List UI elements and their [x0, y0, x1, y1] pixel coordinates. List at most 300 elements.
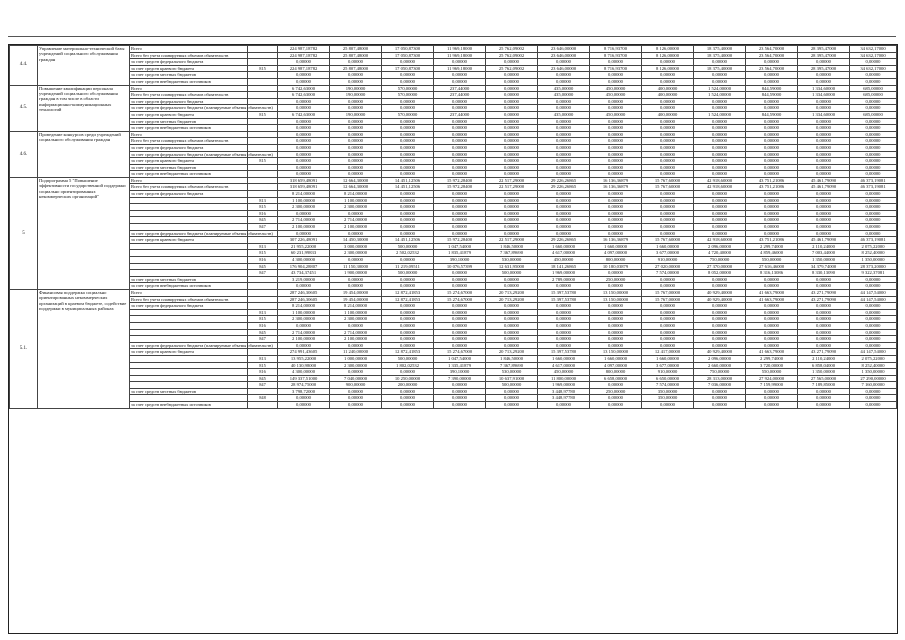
- amount-cell: 0,00000: [278, 125, 330, 132]
- amount-cell: 12 872,41853: [382, 349, 434, 356]
- amount-cell: 0,00000: [538, 118, 590, 125]
- funding-source: Всего без учета планируемых объемов обязательств: [130, 184, 248, 191]
- amount-cell: 0,00000: [590, 283, 642, 290]
- amount-cell: 4 097,00000: [590, 250, 642, 257]
- table-row: [10, 78, 897, 85]
- amount-cell: 1 100,00000: [330, 309, 382, 316]
- table-row: [10, 72, 897, 79]
- amount-cell: 0,00000: [486, 210, 538, 217]
- budget-table-sheet: [8, 44, 898, 634]
- table-row: [10, 276, 897, 283]
- table-row: [10, 369, 897, 376]
- budget-code: [248, 191, 278, 198]
- amount-cell: 23 564,70000: [746, 65, 798, 72]
- amount-cell: 0,00000: [642, 342, 694, 349]
- amount-cell: 0,00000: [382, 151, 434, 158]
- budget-code: [248, 177, 278, 184]
- amount-cell: 0,00000: [746, 197, 798, 204]
- amount-cell: 1 350,00000: [798, 257, 850, 264]
- amount-cell: 350,00000: [642, 388, 694, 395]
- budget-code: [248, 92, 278, 99]
- amount-cell: 13 150,00000: [590, 289, 642, 296]
- amount-cell: 0,00000: [642, 191, 694, 198]
- amount-cell: 7 574,00000: [642, 270, 694, 277]
- amount-cell: 16 136,36879: [590, 177, 642, 184]
- funding-source: за счет средств местных бюджетов: [130, 72, 248, 79]
- section-number: 5: [10, 177, 38, 289]
- amount-cell: 0,00000: [382, 138, 434, 145]
- amount-cell: 0,00000: [486, 191, 538, 198]
- amount-cell: 274 991,43605: [278, 349, 330, 356]
- amount-cell: 0,00000: [746, 329, 798, 336]
- amount-cell: 0,00000: [590, 224, 642, 231]
- amount-cell: 0,00000: [434, 329, 486, 336]
- amount-cell: 0,00000: [694, 125, 746, 132]
- amount-cell: 15 767,60000: [642, 184, 694, 191]
- amount-cell: 0,00000: [590, 309, 642, 316]
- amount-cell: 2 096,00000: [694, 355, 746, 362]
- amount-cell: 13 150,00000: [590, 349, 642, 356]
- amount-cell: 2 300,00000: [330, 250, 382, 257]
- amount-cell: 190,00000: [330, 111, 382, 118]
- funding-source: за счет средств федерального бюджета (планируемые объемы обязательств): [131, 230, 273, 236]
- amount-cell: 0,00000: [330, 342, 382, 349]
- table-row: [10, 111, 897, 118]
- budget-code: 816: [248, 210, 278, 217]
- amount-cell: 0,00000: [382, 72, 434, 79]
- amount-cell: 237,44000: [434, 111, 486, 118]
- amount-cell: 0,00000: [538, 105, 590, 112]
- amount-cell: 0,00000: [382, 369, 434, 376]
- amount-cell: 1 846,50000: [486, 243, 538, 250]
- amount-cell: 0,00000: [798, 164, 850, 171]
- amount-cell: 0,00000: [330, 283, 382, 290]
- table-row: [10, 382, 897, 389]
- amount-cell: 0,00000: [694, 329, 746, 336]
- amount-cell: 0,00000: [434, 197, 486, 204]
- amount-cell: 45 461,79090: [798, 177, 850, 184]
- funding-source: [130, 270, 248, 277]
- amount-cell: 2 789,00000: [538, 276, 590, 283]
- budget-code: [248, 131, 278, 138]
- amount-cell: 0,00000: [798, 151, 850, 158]
- amount-cell: 46 373,19081: [850, 237, 897, 244]
- amount-cell: 0,00000: [798, 118, 850, 125]
- amount-cell: 0,00000: [746, 217, 798, 224]
- amount-cell: 27 020,00000: [642, 263, 694, 270]
- table-row: [10, 270, 897, 277]
- amount-cell: 0,00000: [278, 164, 330, 171]
- funding-source: [130, 197, 248, 204]
- amount-cell: 1 969,00000: [538, 382, 590, 389]
- amount-cell: 2 110,24000: [798, 243, 850, 250]
- table-row: [10, 329, 897, 336]
- amount-cell: 0,00000: [694, 322, 746, 329]
- table-row: [10, 158, 897, 165]
- amount-cell: 0,00000: [850, 197, 897, 204]
- amount-cell: 0,00000: [486, 276, 538, 283]
- amount-cell: 0,00000: [694, 131, 746, 138]
- funding-source: Всего без учета планируемых объемов обязательств: [130, 296, 248, 303]
- amount-cell: 0,00000: [278, 283, 330, 290]
- amount-cell: 0,00000: [538, 138, 590, 145]
- amount-cell: 0,00000: [850, 395, 897, 402]
- amount-cell: 0,00000: [694, 309, 746, 316]
- amount-cell: 27 924,00000: [746, 375, 798, 382]
- amount-cell: 0,00000: [798, 309, 850, 316]
- amount-cell: 0,00000: [382, 197, 434, 204]
- amount-cell: 7 003,44000: [798, 250, 850, 257]
- amount-cell: 0,00000: [330, 322, 382, 329]
- amount-cell: 18 375,40000: [694, 52, 746, 59]
- amount-cell: 176 904,28807: [278, 263, 330, 270]
- amount-cell: 0,00000: [486, 224, 538, 231]
- amount-cell: 0,00000: [694, 158, 746, 165]
- table-row: [10, 105, 897, 112]
- budget-code: [248, 125, 278, 132]
- amount-cell: 25 807,48000: [330, 46, 382, 53]
- amount-cell: 0,00000: [590, 118, 642, 125]
- table-row: [10, 52, 897, 59]
- amount-cell: 0,00000: [694, 303, 746, 310]
- amount-cell: 0,00000: [486, 59, 538, 66]
- table-row: [10, 138, 897, 145]
- amount-cell: 8 252,40000: [850, 362, 897, 369]
- amount-cell: 19 454,00000: [330, 296, 382, 303]
- amount-cell: 0,00000: [590, 59, 642, 66]
- amount-cell: 0,00000: [434, 59, 486, 66]
- amount-cell: 19 454,00000: [330, 289, 382, 296]
- amount-cell: 0,00000: [330, 151, 382, 158]
- amount-cell: 1 100,00000: [278, 197, 330, 204]
- funding-source: [130, 210, 248, 217]
- amount-cell: 7 367,89690: [486, 250, 538, 257]
- amount-cell: 0,00000: [330, 158, 382, 165]
- budget-code: [248, 184, 278, 191]
- amount-cell: 0,00000: [330, 131, 382, 138]
- amount-cell: 3 219,00000: [278, 276, 330, 283]
- amount-cell: 40 130,98000: [278, 362, 330, 369]
- amount-cell: 8 716,93700: [590, 65, 642, 72]
- amount-cell: 0,00000: [278, 151, 330, 158]
- amount-cell: 0,00000: [850, 144, 897, 151]
- amount-cell: 0,00000: [486, 342, 538, 349]
- amount-cell: 0,00000: [746, 283, 798, 290]
- amount-cell: 8 252,40000: [850, 250, 897, 257]
- amount-cell: 0,00000: [278, 342, 330, 349]
- budget-code: 813: [248, 355, 278, 362]
- amount-cell: 0,00000: [642, 197, 694, 204]
- amount-cell: 0,00000: [330, 59, 382, 66]
- amount-cell: 0,00000: [434, 395, 486, 402]
- amount-cell: 0,00000: [746, 138, 798, 145]
- amount-cell: 2 300,00000: [330, 362, 382, 369]
- amount-cell: 0,00000: [590, 138, 642, 145]
- amount-cell: 1 660,00000: [590, 243, 642, 250]
- amount-cell: 12 872,41853: [382, 296, 434, 303]
- amount-cell: 800,00000: [590, 369, 642, 376]
- amount-cell: 22 517,29000: [486, 184, 538, 191]
- table-row: [10, 177, 897, 184]
- amount-cell: 0,00000: [278, 138, 330, 145]
- amount-cell: 0,00000: [486, 230, 538, 237]
- amount-cell: 10 180,03879: [590, 263, 642, 270]
- amount-cell: 0,00000: [798, 131, 850, 138]
- amount-cell: 0,00000: [694, 230, 746, 237]
- amount-cell: 0,00000: [642, 322, 694, 329]
- amount-cell: 0,00000: [642, 131, 694, 138]
- section-number: 5.1.: [10, 289, 38, 408]
- amount-cell: 400,00000: [642, 92, 694, 99]
- amount-cell: 0,00000: [798, 217, 850, 224]
- amount-cell: 550,00000: [746, 369, 798, 376]
- amount-cell: 0,00000: [382, 395, 434, 402]
- amount-cell: 43 734,37451: [278, 270, 330, 277]
- amount-cell: 500,00000: [382, 243, 434, 250]
- amount-cell: 0,00000: [642, 171, 694, 178]
- table-row: [10, 224, 897, 231]
- amount-cell: 3 798,72000: [278, 388, 330, 395]
- amount-cell: 0,00000: [434, 204, 486, 211]
- amount-cell: 0,00000: [694, 395, 746, 402]
- amount-cell: 0,00000: [642, 276, 694, 283]
- amount-cell: 12 872,41853: [382, 289, 434, 296]
- amount-cell: 2 660,00000: [694, 362, 746, 369]
- amount-cell: 0,00000: [538, 336, 590, 343]
- amount-cell: 11 150,30000: [330, 263, 382, 270]
- amount-cell: 0,00000: [538, 329, 590, 336]
- amount-cell: 0,00000: [850, 329, 897, 336]
- amount-cell: 2 100,00000: [278, 224, 330, 231]
- funding-source: [130, 382, 248, 389]
- amount-cell: 1 524,00000: [694, 111, 746, 118]
- amount-cell: 0,00000: [382, 388, 434, 395]
- amount-cell: 0,00000: [798, 230, 850, 237]
- amount-cell: 0,00000: [434, 144, 486, 151]
- amount-cell: 0,00000: [694, 98, 746, 105]
- amount-cell: 34 632,17000: [850, 65, 897, 72]
- budget-code: [248, 138, 278, 145]
- amount-cell: 0,00000: [486, 217, 538, 224]
- amount-cell: 0,00000: [382, 322, 434, 329]
- amount-cell: 0,00000: [746, 105, 798, 112]
- amount-cell: 0,00000: [850, 131, 897, 138]
- amount-cell: 0,00000: [486, 309, 538, 316]
- funding-source: за счет средств местных бюджетов: [130, 118, 248, 125]
- table-row: [10, 59, 897, 66]
- amount-cell: 0,00000: [486, 144, 538, 151]
- amount-cell: 910,00000: [642, 369, 694, 376]
- table-row: [10, 197, 897, 204]
- amount-cell: 0,00000: [382, 283, 434, 290]
- amount-cell: 0,00000: [382, 210, 434, 217]
- amount-cell: 0,00000: [330, 72, 382, 79]
- budget-code: 816: [248, 369, 278, 376]
- amount-cell: 0,00000: [642, 105, 694, 112]
- amount-cell: 0,00000: [850, 118, 897, 125]
- funding-source: за счет средств краевого бюджета: [130, 111, 248, 118]
- funding-source: [130, 250, 248, 257]
- amount-cell: 2 075,22000: [850, 243, 897, 250]
- amount-cell: 0,00000: [434, 230, 486, 237]
- amount-cell: 4 300,00000: [278, 369, 330, 376]
- amount-cell: 0,00000: [330, 230, 382, 237]
- amount-cell: 0,00000: [486, 395, 538, 402]
- amount-cell: 20 713,29200: [486, 349, 538, 356]
- budget-code: 815: [248, 204, 278, 211]
- amount-cell: 0,00000: [278, 171, 330, 178]
- budget-code: [248, 171, 278, 178]
- amount-cell: 0,00000: [642, 283, 694, 290]
- amount-cell: 1 334,60000: [798, 85, 850, 92]
- amount-cell: 0,00000: [434, 382, 486, 389]
- amount-cell: 0,00000: [590, 131, 642, 138]
- amount-cell: 0,00000: [486, 171, 538, 178]
- amount-cell: 4 300,00000: [278, 257, 330, 264]
- amount-cell: 0,00000: [382, 59, 434, 66]
- budget-code: 845: [248, 217, 278, 224]
- table-row: [10, 336, 897, 343]
- amount-cell: 0,00000: [486, 158, 538, 165]
- amount-cell: 0,00000: [278, 158, 330, 165]
- amount-cell: 0,00000: [850, 210, 897, 217]
- amount-cell: 6 858,04000: [798, 362, 850, 369]
- amount-cell: 0,00000: [850, 138, 897, 145]
- funding-source: за счет средств краевого бюджета: [130, 158, 248, 165]
- amount-cell: 2 299,74000: [746, 243, 798, 250]
- amount-cell: 0,00000: [330, 98, 382, 105]
- table-row: [10, 263, 897, 270]
- amount-cell: 0,00000: [538, 303, 590, 310]
- amount-cell: 2 502,02532: [382, 250, 434, 257]
- amount-cell: 2 300,00000: [330, 316, 382, 323]
- amount-cell: 0,00000: [694, 191, 746, 198]
- table-row: [10, 322, 897, 329]
- funding-source: Всего: [130, 85, 248, 92]
- amount-cell: 0,00000: [798, 316, 850, 323]
- amount-cell: 15 972,28400: [434, 237, 486, 244]
- amount-cell: 43 271,79090: [798, 296, 850, 303]
- amount-cell: 0,00000: [694, 59, 746, 66]
- amount-cell: 6 650,00000: [642, 375, 694, 382]
- amount-cell: 0,00000: [486, 138, 538, 145]
- amount-cell: 0,00000: [538, 316, 590, 323]
- amount-cell: 0,00000: [434, 402, 486, 409]
- funding-source: за счет средств внебюджетных источников: [130, 402, 248, 409]
- table-row: [10, 349, 897, 356]
- amount-cell: 0,00000: [590, 217, 642, 224]
- amount-cell: 1 802,02532: [382, 362, 434, 369]
- funding-source: за счет средств внебюджетных источников: [130, 171, 248, 178]
- funding-source: [130, 395, 248, 402]
- amount-cell: 0,00000: [798, 98, 850, 105]
- amount-cell: 42 918,60000: [694, 184, 746, 191]
- amount-cell: 0,00000: [694, 316, 746, 323]
- amount-cell: 1 350,00000: [798, 369, 850, 376]
- amount-cell: 12 664,30000: [330, 177, 382, 184]
- amount-cell: 0,00000: [590, 270, 642, 277]
- amount-cell: 44 147,54000: [850, 296, 897, 303]
- amount-cell: 0,00000: [694, 217, 746, 224]
- amount-cell: 0,00000: [850, 276, 897, 283]
- amount-cell: 25 807,48000: [330, 52, 382, 59]
- amount-cell: 0,00000: [746, 224, 798, 231]
- budget-code: [248, 303, 278, 310]
- amount-cell: 29 226,26865: [538, 184, 590, 191]
- funding-source: [130, 316, 248, 323]
- amount-cell: 44 147,54000: [850, 349, 897, 356]
- amount-cell: 287 246,30605: [278, 296, 330, 303]
- table-row: [10, 65, 897, 72]
- amount-cell: 12 664,30000: [330, 184, 382, 191]
- amount-cell: 0,00000: [486, 322, 538, 329]
- amount-cell: 3 000,00000: [330, 243, 382, 250]
- amount-cell: 0,00000: [642, 164, 694, 171]
- amount-cell: 0,00000: [382, 257, 434, 264]
- amount-cell: 11 969,18000: [434, 52, 486, 59]
- amount-cell: 0,00000: [434, 171, 486, 178]
- amount-cell: 2 075,22000: [850, 355, 897, 362]
- amount-cell: 6 742,63000: [278, 85, 330, 92]
- budget-code: 815: [248, 316, 278, 323]
- amount-cell: 0,00000: [486, 197, 538, 204]
- amount-cell: 0,00000: [330, 138, 382, 145]
- amount-cell: 0,00000: [486, 336, 538, 343]
- amount-cell: 224 987,18782: [278, 65, 330, 72]
- amount-cell: 4 097,00000: [590, 362, 642, 369]
- table-row: [10, 402, 897, 409]
- budget-code: 845: [248, 263, 278, 270]
- amount-cell: 43 751,21086: [746, 184, 798, 191]
- amount-cell: 0,00000: [330, 395, 382, 402]
- amount-cell: 0,00000: [434, 118, 486, 125]
- amount-cell: 29 226,26865: [538, 177, 590, 184]
- budget-code: [248, 85, 278, 92]
- amount-cell: 0,00000: [278, 402, 330, 409]
- budget-code: [248, 237, 278, 244]
- budget-code: 813: [248, 197, 278, 204]
- amount-cell: 34 379,74000: [798, 263, 850, 270]
- funding-source: [130, 224, 248, 231]
- amount-cell: 1 334,60000: [798, 92, 850, 99]
- table-row: [10, 46, 897, 53]
- amount-cell: 0,00000: [694, 151, 746, 158]
- amount-cell: 1 660,00000: [642, 243, 694, 250]
- amount-cell: 27 370,00000: [694, 263, 746, 270]
- amount-cell: 8 126,00000: [642, 52, 694, 59]
- amount-cell: 1 000,00000: [330, 355, 382, 362]
- funding-source: за счет средств краевого бюджета: [130, 237, 248, 244]
- funding-source: [130, 309, 248, 316]
- table-row: [10, 191, 897, 198]
- amount-cell: 0,00000: [746, 204, 798, 211]
- amount-cell: 0,00000: [798, 158, 850, 165]
- amount-cell: 23 646,00000: [538, 65, 590, 72]
- amount-cell: 900,00000: [330, 382, 382, 389]
- amount-cell: 0,00000: [642, 98, 694, 105]
- section-title: Повышение квалификации персонала учреждений социального обслуживания граждан в том числе в области информационно-коммуникационных технологий: [38, 85, 130, 131]
- amount-cell: 10 637,91000: [486, 375, 538, 382]
- amount-cell: 0,00000: [382, 276, 434, 283]
- amount-cell: 800,00000: [590, 257, 642, 264]
- amount-cell: 0,00000: [694, 342, 746, 349]
- amount-cell: 23 564,70000: [746, 52, 798, 59]
- amount-cell: 1 047,54000: [434, 355, 486, 362]
- table-row: [10, 184, 897, 191]
- amount-cell: 40 929,40000: [694, 289, 746, 296]
- amount-cell: 8 126,00000: [642, 46, 694, 53]
- amount-cell: 0,00000: [434, 309, 486, 316]
